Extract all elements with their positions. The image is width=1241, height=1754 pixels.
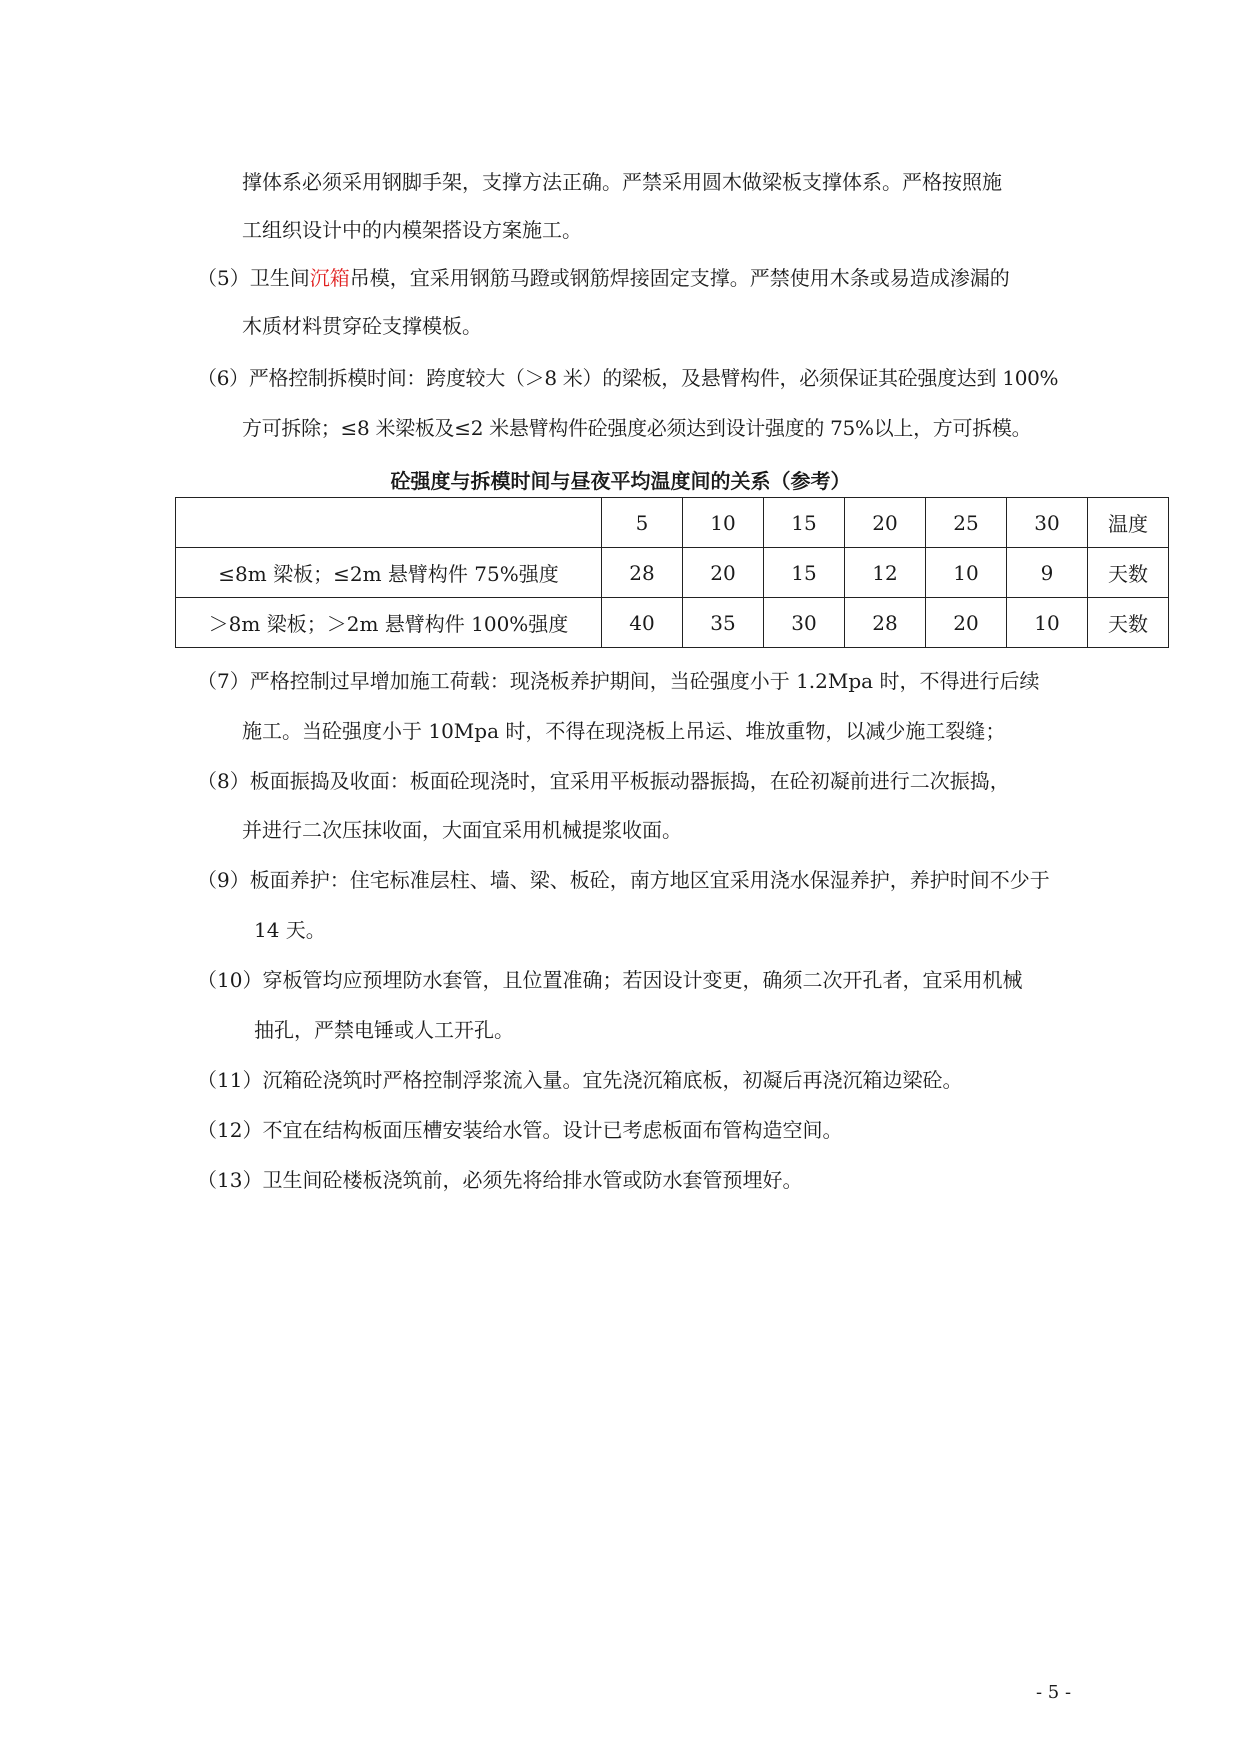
- table-title: 砼强度与拆模时间与昼夜平均温度间的关系（参考）: [390, 469, 851, 493]
- paragraph-7-line-1: （7）严格控制过早增加施工荷载：现浇板养护期间，当砼强度小于 1.2Mpa 时，不得进行后续: [197, 669, 1040, 693]
- table-cell: 天数: [1088, 548, 1169, 598]
- table-cell: 10: [683, 498, 764, 548]
- table-cell: 28: [845, 598, 926, 648]
- paragraph-11: （11）沉箱砼浇筑时严格控制浮浆流入量。宜先浇沉箱底板，初凝后再浇沉箱边梁砼。: [197, 1068, 963, 1092]
- paragraph-10-line-2: 抽孔，严禁电锤或人工开孔。: [254, 1018, 514, 1042]
- table-cell: 12: [845, 548, 926, 598]
- paragraph-5-line-1: [197, 264, 1010, 292]
- paragraph-5-prefix: （5）卫生间: [197, 266, 310, 290]
- table-cell: ≤8m 梁板；≤2m 悬臂构件 75%强度: [176, 548, 602, 598]
- table-row: [176, 548, 1169, 598]
- table-row: [176, 598, 1169, 648]
- page-number: - 5 -: [1036, 1682, 1072, 1703]
- paragraph-13: （13）卫生间砼楼板浇筑前，必须先将给排水管或防水套管预埋好。: [197, 1168, 803, 1192]
- paragraph-5-line-2: 木质材料贯穿砼支撑模板。: [242, 314, 482, 338]
- table-cell: 10: [926, 548, 1007, 598]
- table-cell: 30: [1007, 498, 1088, 548]
- table-cell: 20: [926, 598, 1007, 648]
- paragraph-7-line-2: 施工。当砼强度小于 10Mpa 时，不得在现浇板上吊运、堆放重物，以减少施工裂缝；: [242, 719, 1006, 743]
- table-cell: 天数: [1088, 598, 1169, 648]
- table-cell: 20: [683, 548, 764, 598]
- table-header-row: [176, 498, 1169, 548]
- paragraph-8-line-1: （8）板面振捣及收面：板面砼现浇时，宜采用平板振动器振捣，在砼初凝前进行二次振捣，: [197, 769, 1010, 793]
- paragraph-6-line-2: 方可拆除；≤8 米梁板及≤2 米悬臂构件砼强度必须达到设计强度的 75%以上，方可拆模。: [242, 416, 1032, 440]
- table-cell: 9: [1007, 548, 1088, 598]
- reference-table: [175, 497, 1169, 648]
- table-cell: 5: [602, 498, 683, 548]
- table-cell: 35: [683, 598, 764, 648]
- paragraph-9-line-1: （9）板面养护：住宅标准层柱、墙、梁、板砼，南方地区宜采用浇水保湿养护，养护时间不少于: [197, 868, 1050, 892]
- paragraph-4-continuation-line-1: 撑体系必须采用钢脚手架，支撑方法正确。严禁采用圆木做梁板支撑体系。严格按照施: [242, 170, 1002, 194]
- table-cell: ＞8m 梁板；＞2m 悬臂构件 100%强度: [176, 598, 602, 648]
- highlighted-term: 沉箱: [309, 266, 350, 290]
- paragraph-10-line-1: （10）穿板管均应预埋防水套管，且位置准确；若因设计变更，确须二次开孔者，宜采用机械: [197, 968, 1023, 992]
- table-cell: 28: [602, 548, 683, 598]
- table-cell: 15: [764, 498, 845, 548]
- paragraph-4-continuation-line-2: 工组织设计中的内模架搭设方案施工。: [242, 218, 582, 242]
- paragraph-8-line-2: 并进行二次压抹收面，大面宜采用机械提浆收面。: [242, 818, 682, 842]
- paragraph-5-rest: 吊模，宜采用钢筋马蹬或钢筋焊接固定支撑。严禁使用木条或易造成渗漏的: [349, 266, 1010, 290]
- paragraph-6-line-1: （6）严格控制拆模时间：跨度较大（＞8 米）的梁板，及悬臂构件，必须保证其砼强度达到 100%: [197, 366, 1059, 390]
- table-cell: 温度: [1088, 498, 1169, 548]
- table-cell: 20: [845, 498, 926, 548]
- paragraph-9-line-2: 14 天。: [254, 918, 326, 942]
- table-cell: 25: [926, 498, 1007, 548]
- table-cell: 30: [764, 598, 845, 648]
- table-cell: 10: [1007, 598, 1088, 648]
- table-cell: 40: [602, 598, 683, 648]
- paragraph-12: （12）不宜在结构板面压槽安装给水管。设计已考虑板面布管构造空间。: [197, 1118, 843, 1142]
- table-cell: 15: [764, 548, 845, 598]
- table-cell: [176, 498, 602, 548]
